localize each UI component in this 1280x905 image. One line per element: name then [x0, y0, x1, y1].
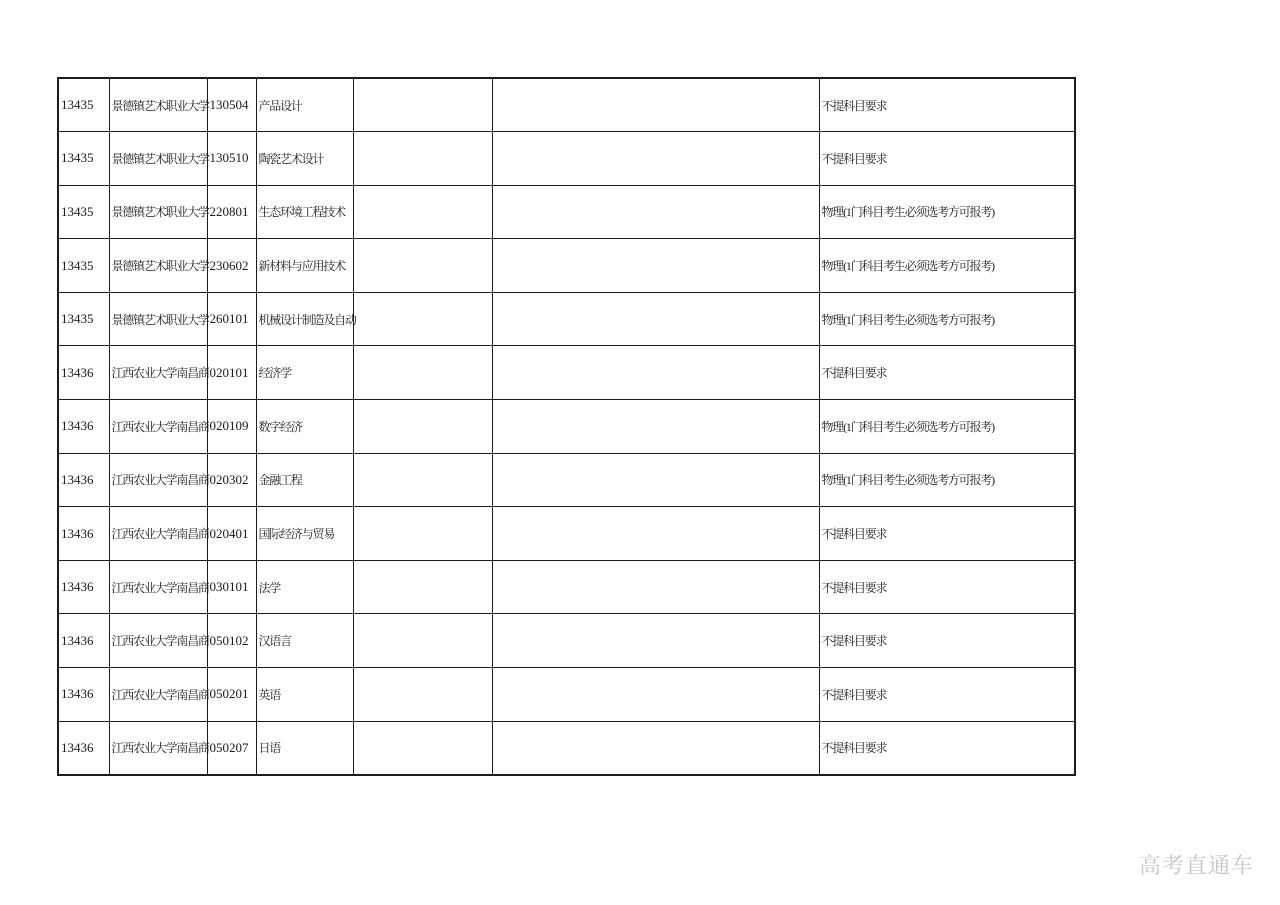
school-code-cell: 13436 — [58, 507, 109, 561]
major-name-cell: 日语 — [256, 721, 353, 775]
empty-cell — [492, 721, 819, 775]
major-code-cell: 230602 — [207, 239, 256, 293]
subject-requirement-cell: 物理(1门科目考生必须选考方可报考) — [819, 239, 1075, 293]
empty-cell — [353, 346, 492, 400]
subject-requirement-cell: 不提科目要求 — [819, 507, 1075, 561]
major-name-cell: 陶瓷艺术设计 — [256, 132, 353, 186]
table-row — [58, 614, 1075, 668]
subject-requirement-cell: 不提科目要求 — [819, 132, 1075, 186]
major-code-cell: 020401 — [207, 507, 256, 561]
school-name-cell: 江西农业大学南昌商 — [109, 453, 207, 507]
school-code-cell: 13435 — [58, 78, 109, 132]
table-row — [58, 292, 1075, 346]
subject-requirement-cell: 不提科目要求 — [819, 614, 1075, 668]
school-name-cell: 江西农业大学南昌商 — [109, 400, 207, 454]
school-name-cell: 景德镇艺术职业大学 — [109, 132, 207, 186]
major-code-cell: 130504 — [207, 78, 256, 132]
major-name-cell: 新材料与应用技术 — [256, 239, 353, 293]
empty-cell — [353, 721, 492, 775]
table-row — [58, 400, 1075, 454]
major-code-cell: 020109 — [207, 400, 256, 454]
school-code-cell: 13436 — [58, 614, 109, 668]
major-name-cell: 机械设计制造及自动 — [256, 292, 353, 346]
empty-cell — [353, 453, 492, 507]
school-name-cell: 江西农业大学南昌商 — [109, 560, 207, 614]
school-name-cell: 江西农业大学南昌商 — [109, 614, 207, 668]
empty-cell — [492, 400, 819, 454]
table-row — [58, 453, 1075, 507]
school-name-cell: 景德镇艺术职业大学 — [109, 292, 207, 346]
major-code-cell: 020101 — [207, 346, 256, 400]
major-code-cell: 050207 — [207, 721, 256, 775]
major-name-cell: 产品设计 — [256, 78, 353, 132]
major-code-cell: 030101 — [207, 560, 256, 614]
table-row — [58, 239, 1075, 293]
major-code-cell: 050102 — [207, 614, 256, 668]
major-code-cell: 020302 — [207, 453, 256, 507]
empty-cell — [353, 507, 492, 561]
empty-cell — [492, 507, 819, 561]
empty-cell — [353, 614, 492, 668]
empty-cell — [492, 132, 819, 186]
subject-requirement-cell: 物理(1门科目考生必须选考方可报考) — [819, 185, 1075, 239]
empty-cell — [492, 453, 819, 507]
empty-cell — [353, 132, 492, 186]
major-name-cell: 数字经济 — [256, 400, 353, 454]
empty-cell — [492, 78, 819, 132]
school-name-cell: 景德镇艺术职业大学 — [109, 239, 207, 293]
empty-cell — [353, 78, 492, 132]
major-name-cell: 生态环境工程技术 — [256, 185, 353, 239]
school-code-cell: 13435 — [58, 132, 109, 186]
empty-cell — [353, 560, 492, 614]
subject-requirement-cell: 不提科目要求 — [819, 78, 1075, 132]
major-code-cell: 050201 — [207, 668, 256, 722]
school-code-cell: 13436 — [58, 346, 109, 400]
school-name-cell: 江西农业大学南昌商 — [109, 346, 207, 400]
empty-cell — [353, 668, 492, 722]
table-row — [58, 185, 1075, 239]
table-row — [58, 668, 1075, 722]
subject-requirement-cell: 物理(1门科目考生必须选考方可报考) — [819, 453, 1075, 507]
school-name-cell: 景德镇艺术职业大学 — [109, 185, 207, 239]
empty-cell — [353, 292, 492, 346]
empty-cell — [353, 185, 492, 239]
school-name-cell: 江西农业大学南昌商 — [109, 668, 207, 722]
empty-cell — [492, 239, 819, 293]
subject-requirement-cell: 不提科目要求 — [819, 346, 1075, 400]
school-name-cell: 江西农业大学南昌商 — [109, 721, 207, 775]
empty-cell — [492, 346, 819, 400]
empty-cell — [353, 239, 492, 293]
subject-requirement-cell: 不提科目要求 — [819, 721, 1075, 775]
table-row — [58, 346, 1075, 400]
subject-requirement-cell: 不提科目要求 — [819, 668, 1075, 722]
school-code-cell: 13436 — [58, 721, 109, 775]
major-code-cell: 260101 — [207, 292, 256, 346]
major-name-cell: 法学 — [256, 560, 353, 614]
school-code-cell: 13436 — [58, 400, 109, 454]
empty-cell — [492, 668, 819, 722]
school-code-cell: 13436 — [58, 560, 109, 614]
school-code-cell: 13436 — [58, 668, 109, 722]
school-code-cell: 13436 — [58, 453, 109, 507]
major-name-cell: 金融工程 — [256, 453, 353, 507]
school-code-cell: 13435 — [58, 185, 109, 239]
table-row — [58, 560, 1075, 614]
subject-requirement-cell: 物理(1门科目考生必须选考方可报考) — [819, 400, 1075, 454]
major-name-cell: 英语 — [256, 668, 353, 722]
major-name-cell: 国际经济与贸易 — [256, 507, 353, 561]
school-name-cell: 江西农业大学南昌商 — [109, 507, 207, 561]
major-code-cell: 130510 — [207, 132, 256, 186]
subject-requirements-table — [57, 77, 1076, 776]
school-code-cell: 13435 — [58, 239, 109, 293]
major-name-cell: 经济学 — [256, 346, 353, 400]
school-code-cell: 13435 — [58, 292, 109, 346]
empty-cell — [492, 614, 819, 668]
subject-requirement-cell: 物理(1门科目考生必须选考方可报考) — [819, 292, 1075, 346]
watermark: 高考直通车 — [1139, 853, 1255, 878]
major-name-cell: 汉语言 — [256, 614, 353, 668]
empty-cell — [492, 292, 819, 346]
table-row — [58, 78, 1075, 132]
major-code-cell: 220801 — [207, 185, 256, 239]
empty-cell — [353, 400, 492, 454]
table-row — [58, 132, 1075, 186]
table-row — [58, 721, 1075, 775]
subject-requirement-cell: 不提科目要求 — [819, 560, 1075, 614]
table-body — [58, 78, 1075, 775]
empty-cell — [492, 560, 819, 614]
table-row — [58, 507, 1075, 561]
empty-cell — [492, 185, 819, 239]
school-name-cell: 景德镇艺术职业大学 — [109, 78, 207, 132]
